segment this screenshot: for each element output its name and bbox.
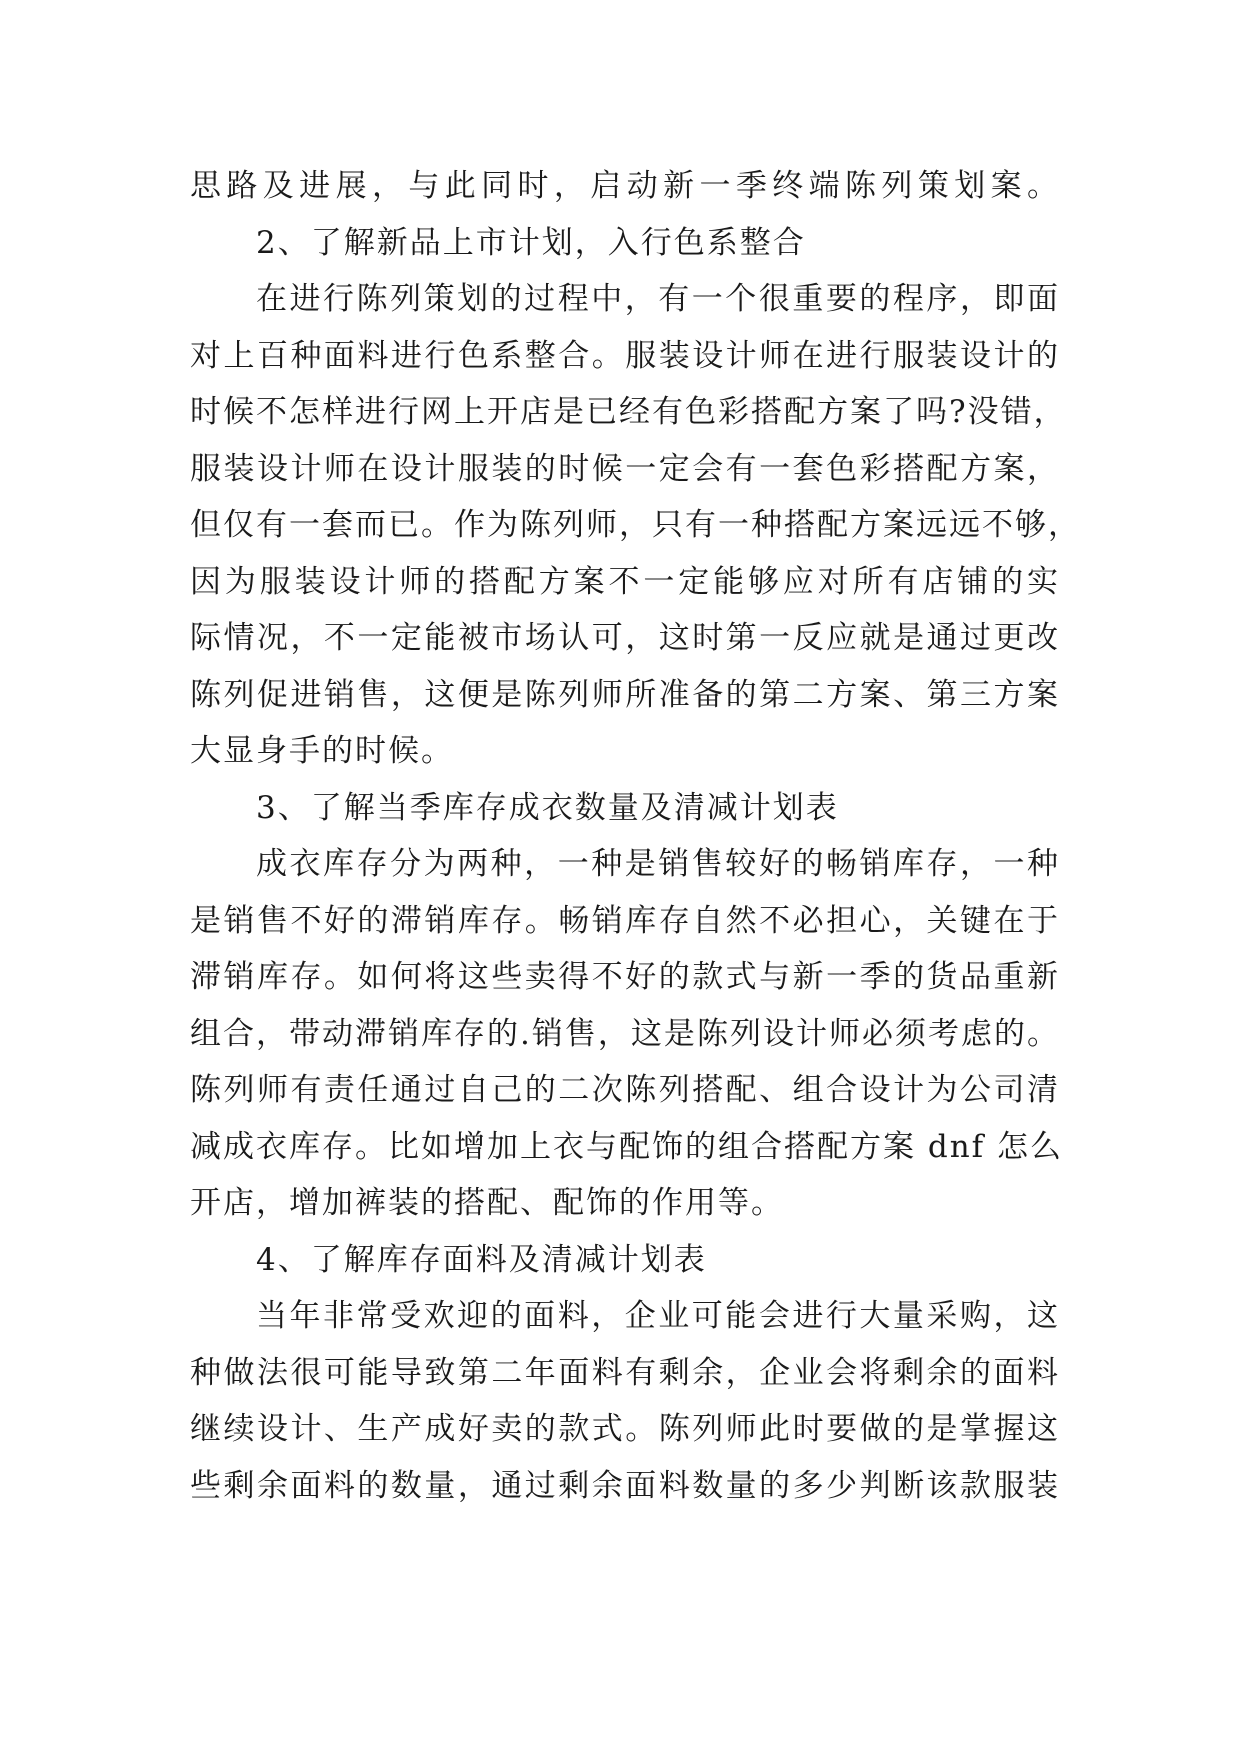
text-line: 因为服装设计师的搭配方案不一定能够应对所有店铺的实 bbox=[190, 563, 1060, 600]
text-line: 在进行陈列策划的过程中，有一个很重要的程序，即面 bbox=[256, 281, 1060, 317]
text-line: 际情况，不一定能被市场认可，这时第一反应就是通过更改 bbox=[190, 620, 1060, 656]
text-line: 是销售不好的滞销库存。畅销库存自然不必担心，关键在于 bbox=[190, 902, 1060, 939]
section-heading: 3、了解当季库存成衣数量及清减计划表 bbox=[256, 789, 839, 826]
text-line: 种做法很可能导致第二年面料有剩余，企业会将剩余的面料 bbox=[190, 1354, 1060, 1391]
text-line: 对上百种面料进行色系整合。服装设计师在进行服装设计的 bbox=[190, 337, 1060, 374]
text-line: 大显身手的时候。 bbox=[190, 733, 454, 769]
text-line: 时候不怎样进行网上开店是已经有色彩搭配方案了吗?没错， bbox=[190, 394, 1067, 430]
text-line: 当年非常受欢迎的面料，企业可能会进行大量采购，这 bbox=[256, 1298, 1060, 1334]
text-line: 但仅有一套而已。作为陈列师，只有一种搭配方案远远不够， bbox=[190, 507, 1081, 543]
text-line: 滞销库存。如何将这些卖得不好的款式与新一季的货品重新 bbox=[190, 959, 1060, 995]
text-line: 成衣库存分为两种，一种是销售较好的畅销库存，一种 bbox=[256, 846, 1060, 882]
text-line: 陈列促进销售，这便是陈列师所准备的第二方案、第三方案 bbox=[190, 676, 1060, 713]
text-line: 组合，带动滞销库存的.销售，这是陈列设计师必须考虑的。 bbox=[190, 1015, 1060, 1052]
text-line: 陈列师有责任通过自己的二次陈列搭配、组合设计为公司清 bbox=[190, 1072, 1060, 1108]
section-heading: 2、了解新品上市计划，入行色系整合 bbox=[256, 224, 806, 261]
section-heading: 4、了解库存面料及清减计划表 bbox=[256, 1241, 707, 1278]
text-line: 减成衣库存。比如增加上衣与配饰的组合搭配方案 dnf 怎么 bbox=[190, 1128, 1063, 1165]
text-line: 继续设计、生产成好卖的款式。陈列师此时要做的是掌握这 bbox=[190, 1411, 1060, 1447]
text-line: 服装设计师在设计服装的时候一定会有一套色彩搭配方案， bbox=[190, 450, 1060, 487]
text-line: 思路及进展，与此同时，启动新一季终端陈列策划案。 bbox=[190, 168, 1060, 204]
body-text bbox=[190, 158, 1081, 1514]
text-line: 开店，增加裤装的搭配、配饰的作用等。 bbox=[190, 1185, 784, 1221]
text-line: 些剩余面料的数量，通过剩余面料数量的多少判断该款服装 bbox=[190, 1467, 1060, 1504]
